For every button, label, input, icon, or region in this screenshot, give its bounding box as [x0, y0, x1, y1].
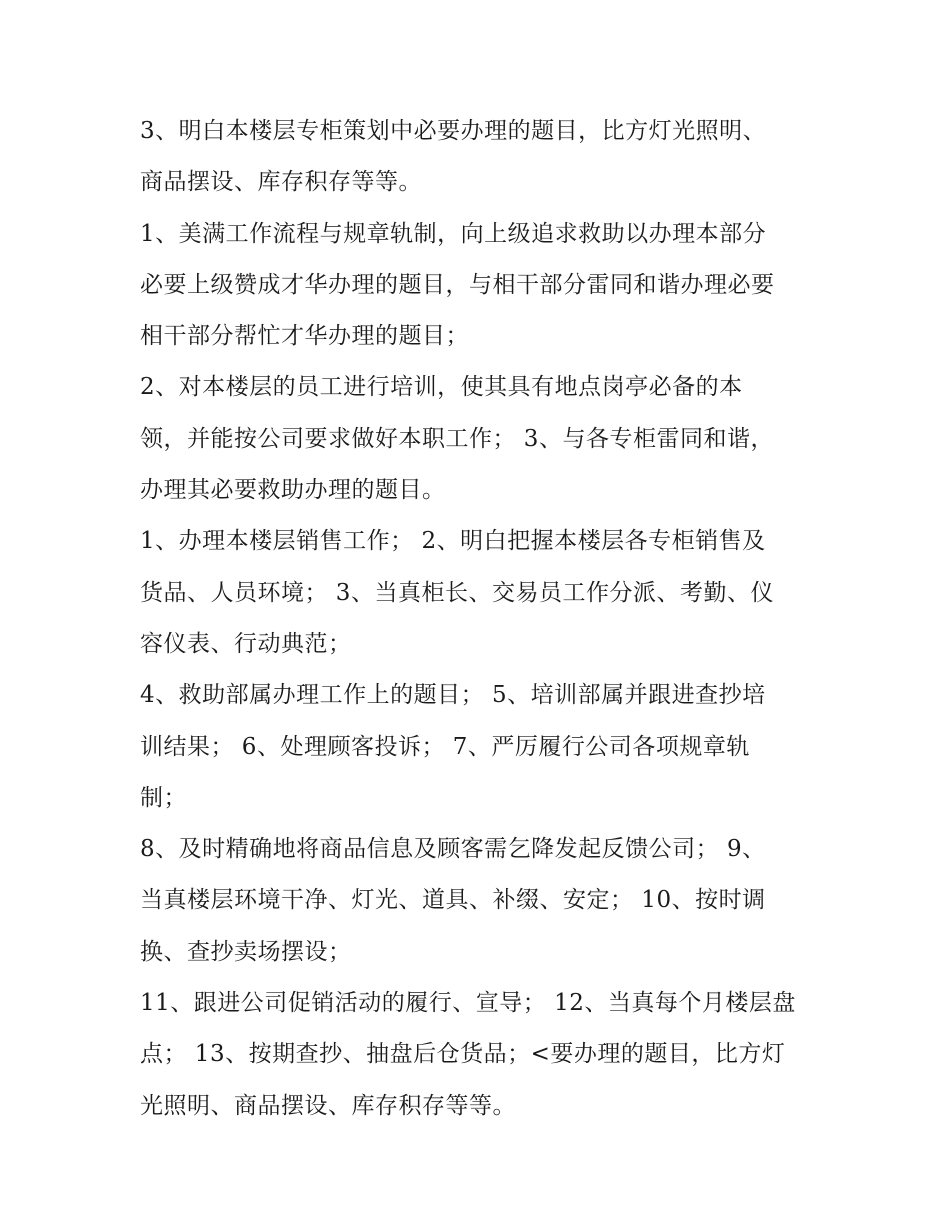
text-line: 8、及时精确地将商品信息及顾客需乞降发起反馈公司； 9、 [140, 836, 766, 863]
text-line: 必要上级赞成才华办理的题目，与相干部分雷同和谐办理必要 [140, 271, 775, 298]
paragraph-6 [140, 824, 820, 978]
paragraph-2 [140, 209, 820, 363]
paragraph-7 [140, 978, 820, 1132]
text-line: 1、办理本楼层销售工作； 2、明白把握本楼层各专柜销售及 [140, 528, 766, 555]
text-line: 相干部分帮忙才华办理的题目； [140, 323, 469, 350]
paragraph-1 [140, 106, 820, 209]
text-line: 1、美满工作流程与规章轨制，向上级追求救助以办理本部分 [140, 220, 767, 247]
text-line: 领，并能按公司要求做好本职工作； 3、与各专柜雷同和谐， [140, 425, 774, 452]
text-line: 办理其必要救助办理的题目。 [140, 477, 446, 504]
text-line: 货品、人员环境； 3、当真柜长、交易员工作分派、考勤、仪 [140, 579, 774, 606]
paragraph-5 [140, 670, 820, 824]
document-body [140, 106, 820, 1132]
text-line: 当真楼层环境干净、灯光、道具、补缀、安定； 10、按时调 [140, 887, 766, 914]
text-line: 训结果； 6、处理顾客投诉； 7、严厉履行公司各项规章轨 [140, 733, 750, 760]
text-line: 容仪表、行动典范； [140, 630, 352, 657]
text-line: 光照明、商品摆设、库存积存等等。 [140, 1092, 516, 1119]
text-line: 3、明白本楼层专柜策划中必要办理的题目，比方灯光照明、 [140, 118, 767, 144]
paragraph-3 [140, 362, 820, 516]
text-line: 2、对本楼层的员工进行培训，使其具有地点岗亭必备的本 [140, 374, 743, 401]
text-line: 4、救助部属办理工作上的题目； 5、培训部属并跟进查抄培 [140, 682, 766, 709]
text-line: 点； 13、按期查抄、抽盘后仓货品；<要办理的题目，比方灯 [140, 1041, 786, 1068]
paragraph-4 [140, 516, 820, 670]
text-line: 11、跟进公司促销活动的履行、宣导； 12、当真每个月楼层盘 [140, 990, 796, 1017]
text-line: 换、查抄卖场摆设； [140, 938, 352, 965]
text-line: 商品摆设、库存积存等等。 [140, 169, 422, 196]
text-line: 制； [140, 784, 187, 811]
